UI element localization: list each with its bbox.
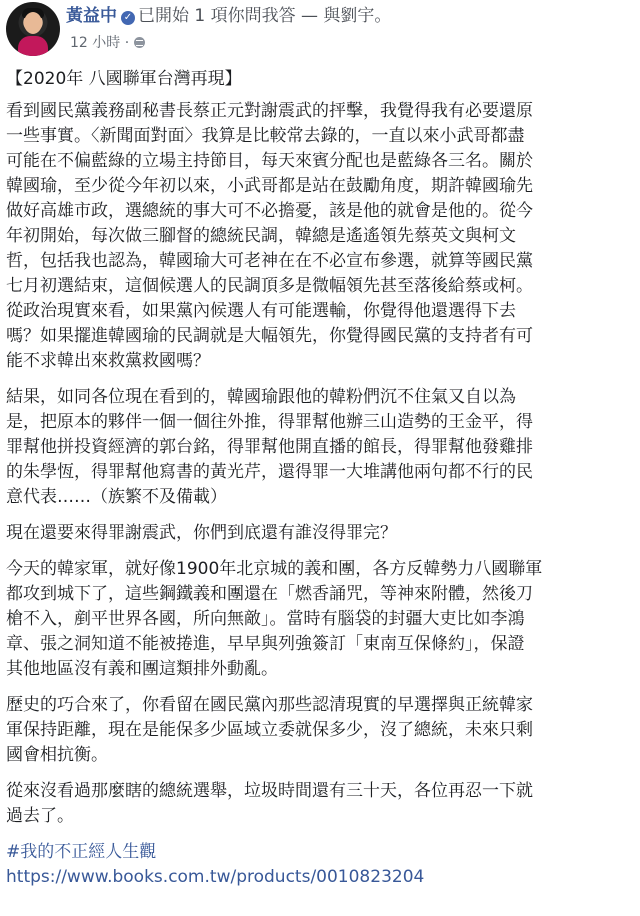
book-link[interactable]: https://www.books.com.tw/products/0010823204 — [6, 867, 425, 887]
post-body — [6, 64, 636, 890]
author-name[interactable]: 黃益中 — [66, 6, 117, 26]
hashtag-link[interactable]: #我的不正經人生觀 — [6, 842, 157, 862]
post-header — [6, 2, 636, 62]
paragraph: 結果，如同各位現在看到的，韓國瑜跟他的韓粉們沉不住氣又自以為 是，把原本的夥伴一個一個往外推，得罪幫他辦三山造勢的王金平，得 罪幫他拼投資經濟的郭台銘，得罪幫他開直播的館長，得罪幫他發雞排 的朱學恆，得罪幫他寫書的黃光芹，還得罪一大堆講他兩句都不行的民 意代表……（族繁不及備載） — [6, 387, 533, 507]
paragraph: 歷史的巧合來了，你看留在國民黨內那些認清現實的早選擇與正統韓家 軍保持距離，現在是能保多少區域立委就保多少，沒了總統，未來只剩 國會相抗衡。 — [6, 695, 533, 765]
meta-separator: · — [124, 35, 130, 51]
timestamp[interactable]: 12 小時 — [70, 35, 121, 51]
activity-text[interactable]: 已開始 1 項你問我答 — 與劉宇。 — [138, 6, 392, 26]
post-meta — [70, 33, 145, 53]
paragraph: 從來沒看過那麼瞎的總統選舉，垃圾時間還有三十天，各位再忍一下就 過去了。 — [6, 781, 533, 826]
avatar[interactable] — [6, 2, 60, 56]
author-line — [66, 4, 391, 28]
post-title: 【2020年 八國聯軍台灣再現】 — [6, 69, 242, 89]
paragraph: 今天的韓家軍，就好像1900年北京城的義和團，各方反韓勢力八國聯軍 都攻到城下了，這些鋼鐵義和團還在「燃香誦咒，等神來附體，然後刀 槍不入，剷平世界各國，所向無敵」。當時有腦袋的封疆大吏比如李鴻 章、張之洞知道不能被捲進，早早與列強簽訂「東南互保條約」，保證 其他地區沒有義和團這類排外動亂。 — [6, 559, 543, 679]
paragraph: 看到國民黨義務副秘書長蔡正元對謝震武的抨擊，我覺得我有必要還原 一些事實。〈新聞面對面〉我算是比較常去錄的，一直以來小武哥都盡 可能在不偏藍綠的立場主持節目，每天來賓分配也是藍綠各三名。關於 韓國瑜，至少從今年初以來，小武哥都是站在鼓勵角度，期許韓國瑜先 做好高雄市政，選總統的事大可不必擔憂，該是他的就會是他的。從今 年初開始，每次做三腳督的總統民調，韓總是遙遙領先蔡英文與柯文 哲，包括我也認為，韓國瑜大可老神在在不必宣布參選，就算等國民黨 七月初選結束，這個候選人的民調頂多是微幅領先甚至落後給蔡或柯。 從政治現實來看，如果黨內候選人有可能選輸，你覺得他還選得下去 嗎？如果擺進韓國瑜的民調就是大幅領先，你覺得國民黨的支持者有可 能不求韓出來救黨救國嗎？ — [6, 101, 533, 371]
globe-icon[interactable] — [134, 37, 145, 48]
paragraph: 現在還要來得罪謝震武，你們到底還有誰沒得罪完？ — [6, 523, 397, 543]
verified-check-icon: ✓ — [121, 11, 135, 25]
